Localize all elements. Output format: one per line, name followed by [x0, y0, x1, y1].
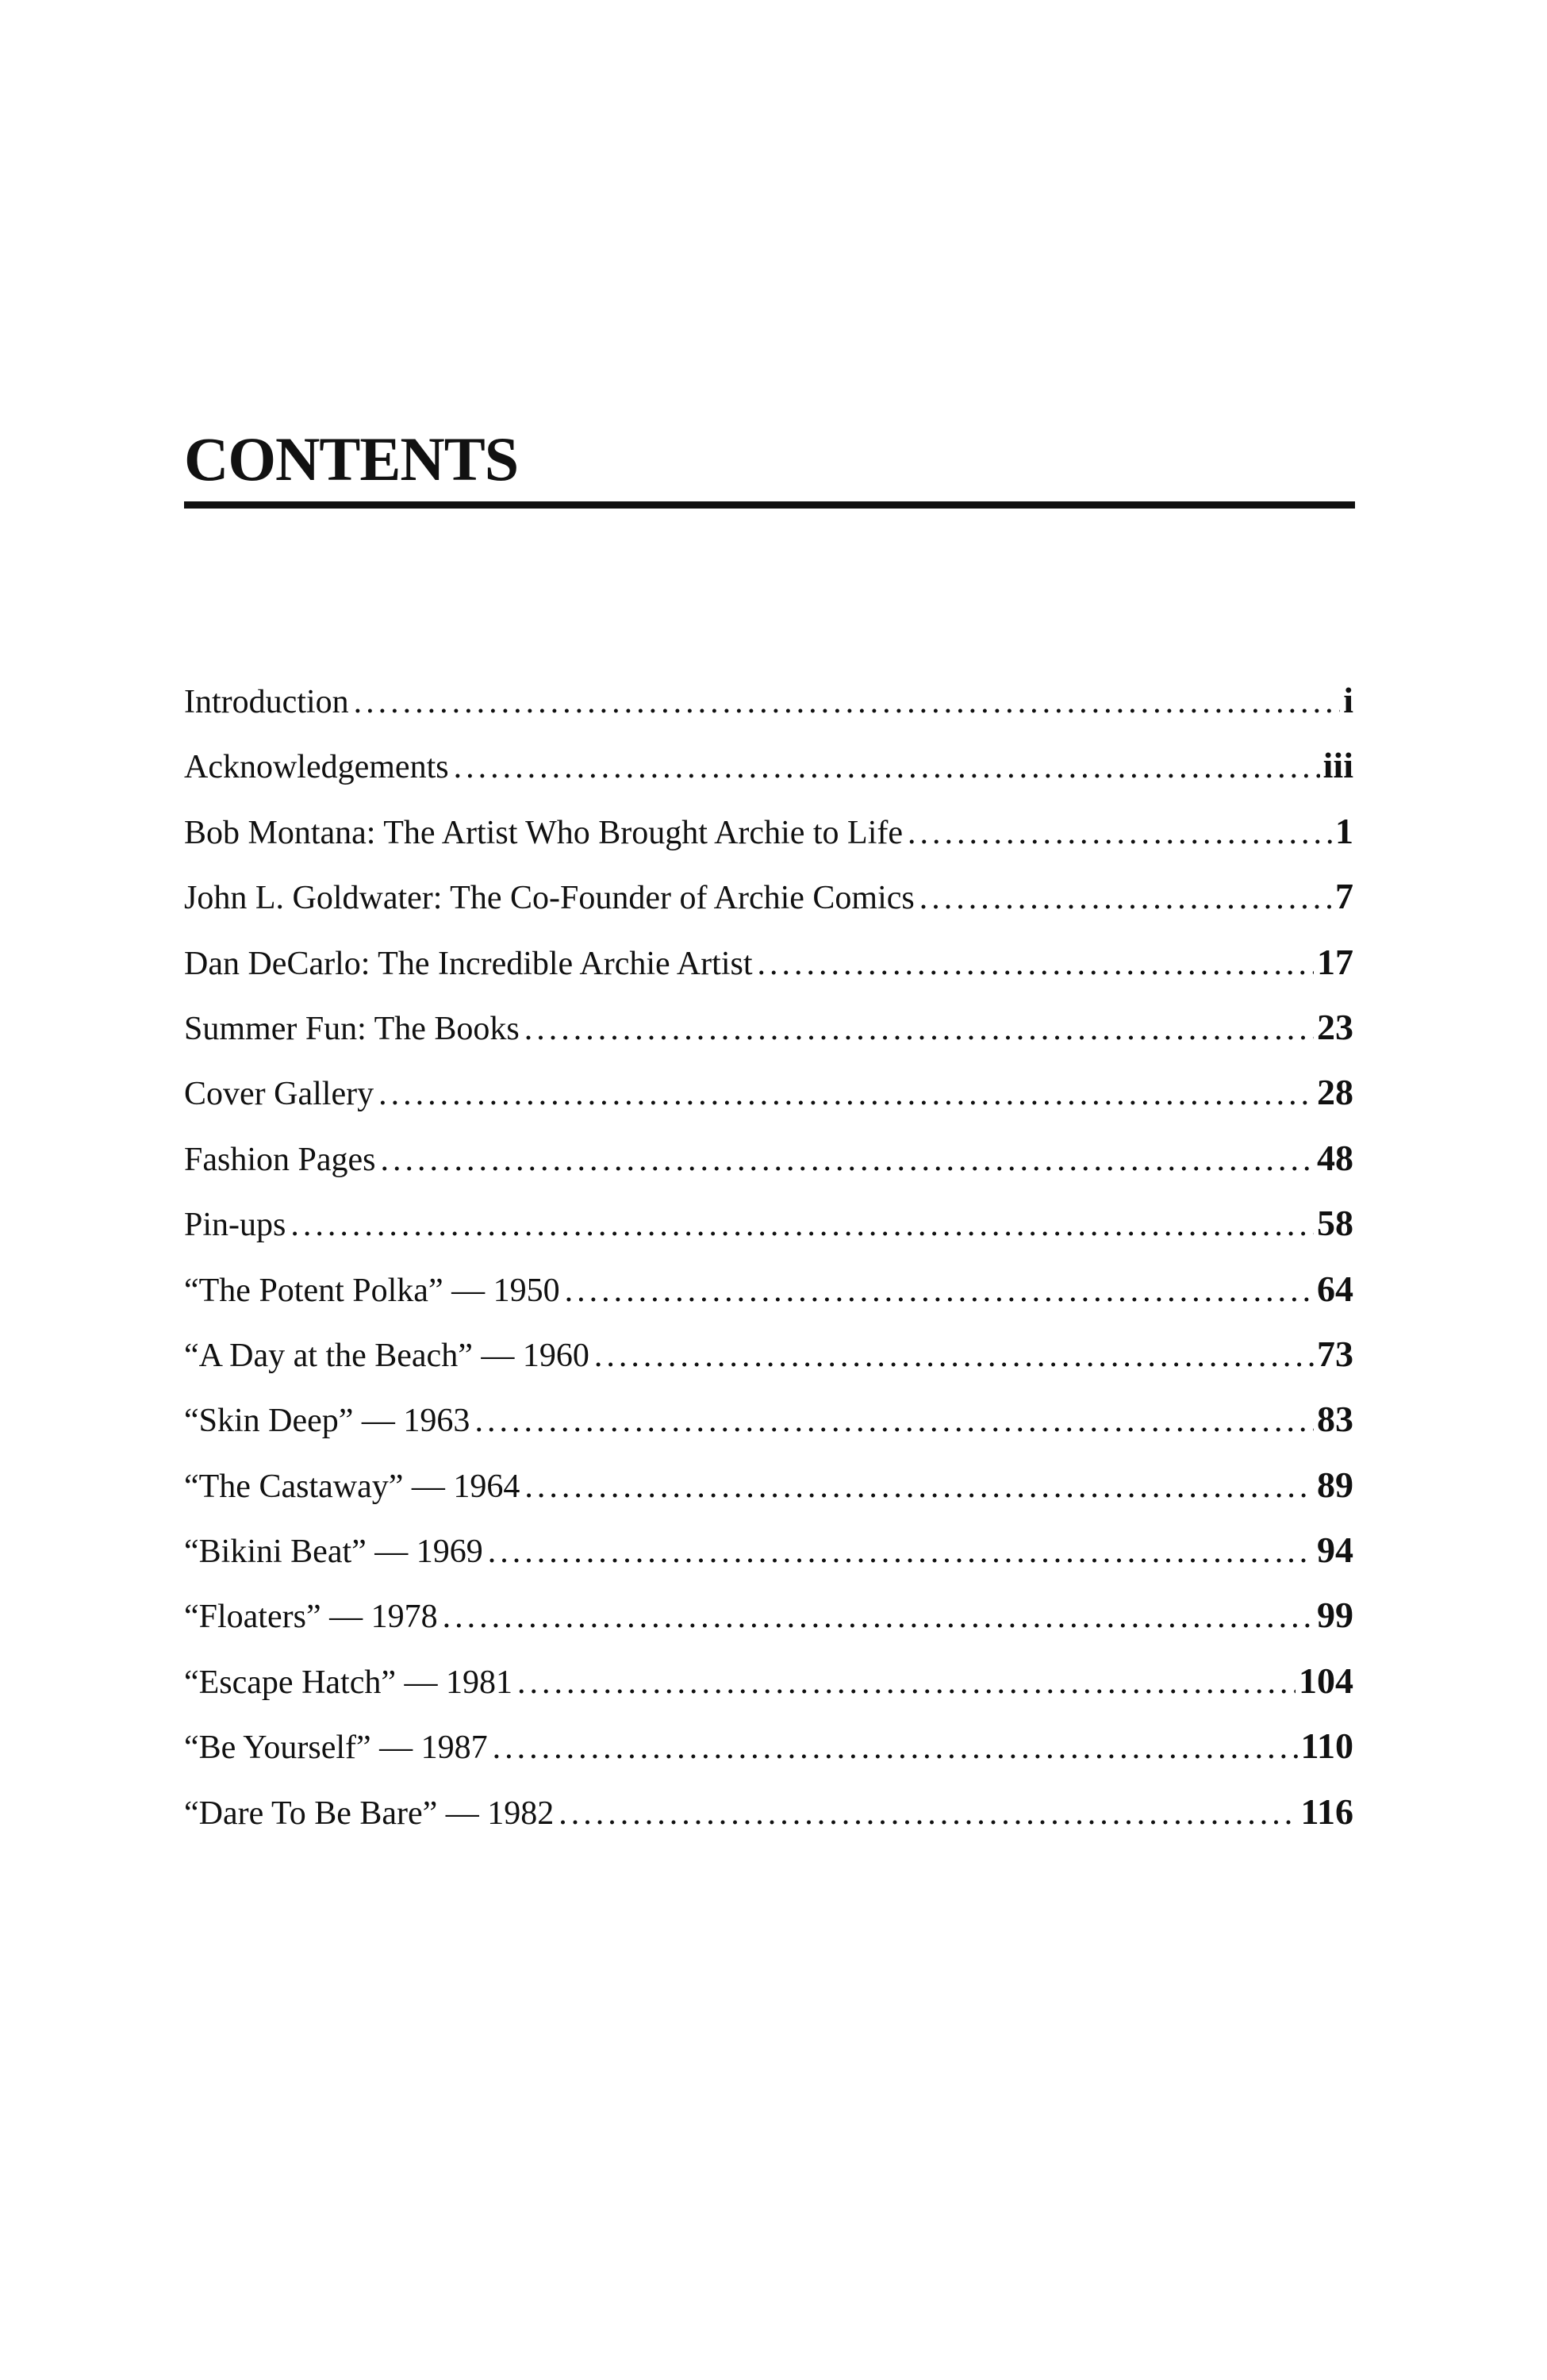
toc-entry-the-castaway[interactable]: [184, 1453, 1353, 1518]
toc-entry-title: Summer Fun: The Books: [184, 1010, 520, 1047]
toc-entry-introduction[interactable]: [184, 668, 1353, 733]
toc-entry-title: Cover Gallery: [184, 1076, 374, 1113]
toc-entry-title: “Escape Hatch” — 1981: [184, 1664, 512, 1701]
dot-leader: [488, 1519, 1314, 1584]
toc-entry-dan-decarlo[interactable]: [184, 930, 1353, 995]
toc-entry-page: 7: [1335, 876, 1353, 917]
page-title: CONTENTS: [184, 424, 519, 493]
toc-entry-title: Bob Montana: The Artist Who Brought Archie to Life: [184, 814, 903, 851]
toc-entry-page: 83: [1317, 1399, 1353, 1440]
toc-entry-title: “The Castaway” — 1964: [184, 1468, 520, 1505]
dot-leader: [493, 1715, 1298, 1780]
toc-entry-potent-polka[interactable]: [184, 1257, 1353, 1322]
dot-leader: [378, 1061, 1314, 1127]
toc-entry-page: 73: [1317, 1333, 1353, 1374]
toc-entry-title: “Be Yourself” — 1987: [184, 1729, 488, 1767]
toc-entry-title: “Bikini Beat” — 1969: [184, 1534, 483, 1571]
toc-entry-title: “Dare To Be Bare” — 1982: [184, 1795, 555, 1832]
toc-entry-escape-hatch[interactable]: [184, 1649, 1353, 1714]
toc-entry-title: Introduction: [184, 684, 349, 720]
title-rule: [184, 501, 1355, 509]
dot-leader: [565, 1258, 1314, 1323]
toc-entry-page: 23: [1317, 1006, 1353, 1047]
toc-entry-title: “Skin Deep” — 1963: [184, 1403, 470, 1440]
toc-entry-be-yourself[interactable]: [184, 1714, 1353, 1779]
toc-entry-title: Pin-ups: [184, 1207, 286, 1244]
toc-entry-acknowledgements[interactable]: [184, 733, 1353, 798]
toc-entry-bikini-beat[interactable]: [184, 1518, 1353, 1583]
dot-leader: [559, 1781, 1297, 1846]
toc-entry-page: 99: [1317, 1595, 1353, 1636]
toc-entry-fashion-pages[interactable]: [184, 1126, 1353, 1191]
toc-entry-title: Fashion Pages: [184, 1141, 376, 1178]
toc-entry-page: 58: [1317, 1203, 1353, 1244]
dot-leader: [354, 670, 1341, 735]
dot-leader: [594, 1323, 1314, 1388]
toc-entry-title: John L. Goldwater: The Co-Founder of Archie Comics: [184, 880, 915, 917]
dot-leader: [443, 1584, 1314, 1649]
dot-leader: [290, 1192, 1314, 1257]
toc-entry-dare-to-be-bare[interactable]: [184, 1779, 1353, 1844]
dot-leader: [454, 735, 1320, 800]
dot-leader: [474, 1388, 1314, 1453]
toc-entry-page: 116: [1300, 1791, 1353, 1832]
toc-entry-page: 94: [1317, 1530, 1353, 1571]
toc-entry-page: 28: [1317, 1072, 1353, 1113]
toc-entry-bob-montana[interactable]: [184, 799, 1353, 864]
toc-entry-page: 48: [1317, 1137, 1353, 1178]
dot-leader: [524, 1454, 1314, 1519]
toc-entry-cover-gallery[interactable]: [184, 1060, 1353, 1125]
toc-entry-title: “The Potent Polka” — 1950: [184, 1272, 560, 1309]
dot-leader: [919, 866, 1332, 931]
toc-entry-title: Dan DeCarlo: The Incredible Archie Artist: [184, 945, 753, 982]
toc-entry-page: 64: [1317, 1268, 1353, 1309]
toc-entry-page: i: [1343, 680, 1353, 720]
toc-entry-page: 89: [1317, 1464, 1353, 1505]
dot-leader: [381, 1127, 1315, 1192]
toc-entry-title: “A Day at the Beach” — 1960: [184, 1337, 589, 1374]
toc-entry-page: 1: [1335, 810, 1353, 851]
dot-leader: [758, 931, 1314, 996]
dot-leader: [908, 800, 1332, 866]
toc-entry-john-goldwater[interactable]: [184, 864, 1353, 929]
toc-entry-page: iii: [1322, 745, 1353, 786]
toc-entry-pin-ups[interactable]: [184, 1191, 1353, 1256]
toc-entry-title: “Floaters” — 1978: [184, 1599, 438, 1636]
toc-entry-page: 110: [1300, 1726, 1353, 1767]
dot-leader: [524, 996, 1314, 1061]
toc-entry-skin-deep[interactable]: [184, 1387, 1353, 1452]
toc-entry-day-at-the-beach[interactable]: [184, 1322, 1353, 1387]
toc-entry-title: Acknowledgements: [184, 749, 449, 786]
table-of-contents: [184, 668, 1353, 1844]
toc-entry-page: 17: [1317, 941, 1353, 982]
dot-leader: [517, 1650, 1296, 1715]
toc-entry-summer-fun[interactable]: [184, 995, 1353, 1060]
toc-entry-page: 104: [1299, 1660, 1353, 1701]
toc-entry-floaters[interactable]: [184, 1583, 1353, 1648]
